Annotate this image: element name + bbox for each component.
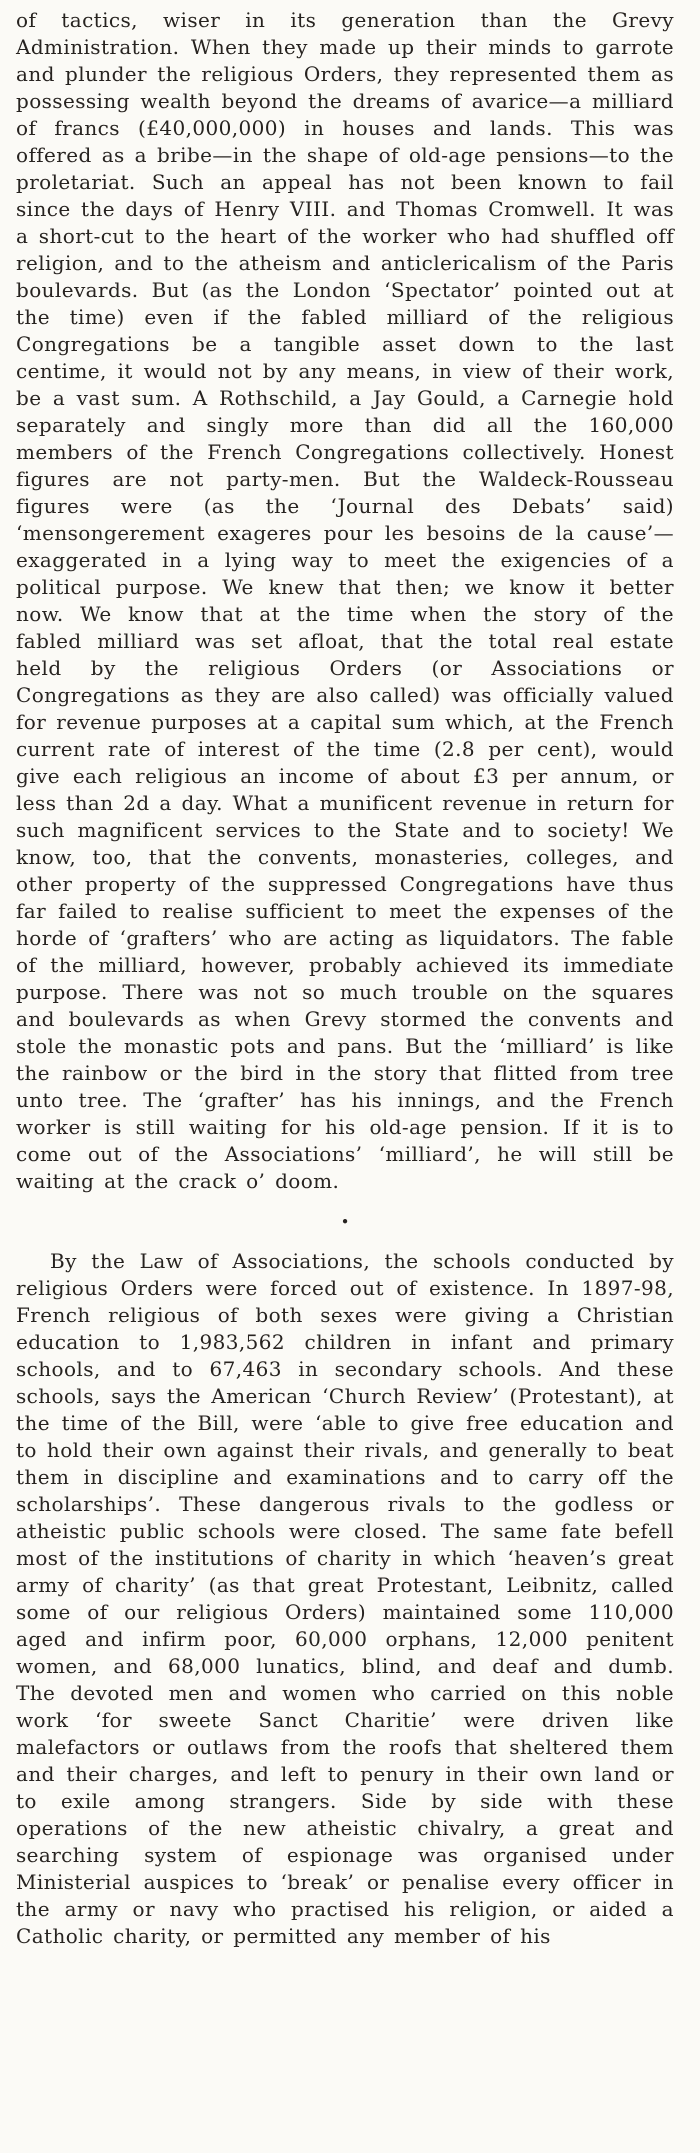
paragraph-milliard-fable: of tactics, wiser in its generation than the Grevy Administration. When they made up their minds to garrote and plunder the religious Orders, they represented them as possessing wealth beyond the dreams of avarice—a milliard of francs (£40,000,000) in houses and lands. This was offered as a bribe—in the shape of old-age pensions—to the proletariat. Such an appeal has not been known to fail since the days of Henry VIII. and Thomas Cromwell. It was a short-cut to the heart of the worker who had shuffled off religion, and to the atheism and anticlericalism of the Paris boulevards. But (as the London ‘Spectator’ pointed out at the time) even if the fabled milliard of the religious Congregations be a tangible asset down to the last centime, it would not by any means, in view of their work, be a vast sum. A Rothschild, a Jay Gould, a Carnegie hold separately and singly more than did all the 160,000 members of the French Congregations collectively. Honest figures are not party-men. But the Waldeck-Rousseau figures were (as the ‘Journal des Debats’ said) ‘mensongerement exageres pour les besoins de la cause’—exaggerated in a lying way to meet the exigencies of a political purpose. We knew that then; we know it better now. We know that at the time when the story of the fabled milliard was set afloat, that the total real estate held by the religious Orders (or Associations or Congregations as they are also called) was officially valued for revenue purposes at a capital sum which, at the French current rate of interest of the time (2.8 per cent), would give each religious an income of about £3 per annum, or less than 2d a day. What a munificent revenue in return for such magnificent services to the State and to society! We know, too, that the convents, monasteries, colleges, and other property of the suppressed Congregations have thus far failed to realise sufficient to meet the expenses of the horde of ‘grafters’ who are acting as liquidators. The fable of the milliard, however, probably achieved its immediate purpose. There was not so much trouble on the squares and boulevards as when Grevy stormed the convents and stole the monastic pots and pans. But the ‘milliard’ is like the rainbow or the bird in the story that flitted from tree unto tree. The ‘grafter’ has his innings, and the French worker is still waiting for his old-age pension. If it is to come out of the Associations’ ‘milliard’, he will still be waiting at the crack o’ doom. — [16, 8, 674, 1193]
section-separator: • — [340, 1213, 350, 1231]
paragraph-law-of-associations: By the Law of Associations, the schools conducted by religious Orders were forced out of existence. In 1897-98, French religious of both sexes were giving a Christian education to 1,983,562 children in infant and primary schools, and to 67,463 in secondary schools. And these schools, says the American ‘Church Review’ (Protestant), at the time of the Bill, were ‘able to give free education and to hold their own against their rivals, and generally to beat them in discipline and examinations and to carry off the scholarships’. These dangerous rivals to the godless or atheistic public schools were closed. The same fate befell most of the institutions of charity in which ‘heaven’s great army of charity’ (as that great Protestant, Leibnitz, called some of our religious Orders) maintained some 110,000 aged and infirm poor, 60,000 orphans, 12,000 penitent women, and 68,000 lunatics, blind, and deaf and dumb. The devoted men and women who carried on this noble work ‘for sweete Sanct Charitie’ were driven like malefactors or outlaws from the roofs that sheltered them and their charges, and left to penury in their own land or to exile among strangers. Side by side with these operations of the new atheistic chivalry, a great and searching system of espionage was organised under Ministerial auspices to ‘break’ or penalise every officer in the army or navy who practised his religion, or aided a Catholic charity, or permitted any member of his — [16, 1249, 674, 1948]
